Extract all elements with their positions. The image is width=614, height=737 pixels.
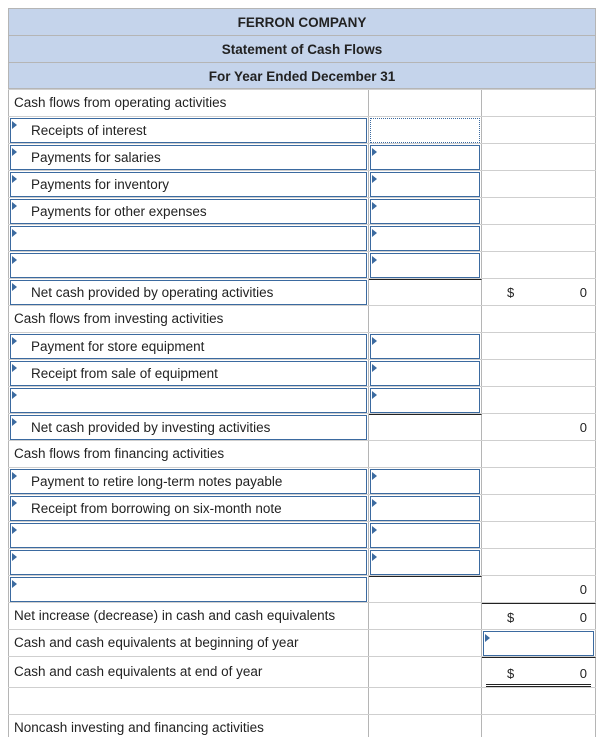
financing-item-1-amount[interactable] bbox=[370, 469, 480, 494]
statement-title: Statement of Cash Flows bbox=[8, 35, 596, 62]
dropdown-marker-icon bbox=[485, 634, 490, 642]
investing-net-row bbox=[8, 413, 596, 440]
dropdown-marker-icon bbox=[372, 337, 377, 345]
operating-item-4-label: Payments for other expenses bbox=[31, 204, 207, 219]
financing-item-4-field[interactable] bbox=[10, 550, 367, 575]
operating-item-row bbox=[8, 116, 596, 143]
financing-section-row bbox=[8, 440, 596, 467]
dropdown-marker-icon bbox=[372, 202, 377, 210]
net-increase-label: Net increase (decrease) in cash and cash equivalents bbox=[14, 608, 336, 623]
operating-item-4-amount[interactable] bbox=[370, 199, 480, 224]
operating-item-5-amount[interactable] bbox=[370, 226, 480, 251]
beginning-cash-input[interactable] bbox=[483, 631, 594, 656]
spacer-row bbox=[8, 687, 596, 714]
financing-item-4-amount[interactable] bbox=[370, 550, 480, 575]
financing-item-2-label: Receipt from borrowing on six-month note bbox=[31, 501, 282, 516]
operating-item-2-field[interactable] bbox=[10, 145, 367, 170]
dropdown-marker-icon bbox=[372, 526, 377, 534]
financing-item-1-field[interactable] bbox=[10, 469, 367, 494]
financing-item-2-amount[interactable] bbox=[370, 496, 480, 521]
operating-item-3-amount[interactable] bbox=[370, 172, 480, 197]
financing-net-field[interactable] bbox=[10, 577, 367, 602]
operating-net-value: 0 bbox=[579, 285, 587, 300]
end-cash-row bbox=[8, 656, 596, 687]
operating-item-row bbox=[8, 224, 596, 251]
investing-item-3-field[interactable] bbox=[10, 388, 367, 413]
operating-item-row bbox=[8, 170, 596, 197]
operating-net-label: Net cash provided by operating activities bbox=[31, 285, 274, 300]
investing-section-row bbox=[8, 305, 596, 332]
operating-item-1-field[interactable] bbox=[10, 118, 367, 143]
investing-item-1-field[interactable] bbox=[10, 334, 367, 359]
investing-item-2-amount[interactable] bbox=[370, 361, 480, 386]
dropdown-marker-icon bbox=[372, 499, 377, 507]
operating-section-row bbox=[8, 89, 596, 116]
investing-item-1-amount[interactable] bbox=[370, 334, 480, 359]
financing-net-row bbox=[8, 575, 596, 602]
financing-item-3-amount[interactable] bbox=[370, 523, 480, 548]
financing-item-row bbox=[8, 467, 596, 494]
dropdown-marker-icon bbox=[372, 148, 377, 156]
investing-item-row bbox=[8, 386, 596, 413]
dropdown-marker-icon bbox=[12, 580, 17, 588]
operating-item-3-field[interactable] bbox=[10, 172, 367, 197]
dropdown-marker-icon bbox=[12, 526, 17, 534]
financing-item-row bbox=[8, 521, 596, 548]
dropdown-marker-icon bbox=[12, 148, 17, 156]
investing-item-row bbox=[8, 332, 596, 359]
financing-item-3-field[interactable] bbox=[10, 523, 367, 548]
financing-item-row bbox=[8, 494, 596, 521]
dropdown-marker-icon bbox=[372, 229, 377, 237]
dropdown-marker-icon bbox=[372, 175, 377, 183]
beginning-cash-row bbox=[8, 629, 596, 656]
dropdown-marker-icon bbox=[12, 256, 17, 264]
investing-section-label: Cash flows from investing activities bbox=[14, 311, 224, 326]
dropdown-marker-icon bbox=[12, 121, 17, 129]
operating-item-row bbox=[8, 251, 596, 278]
investing-net-field[interactable] bbox=[10, 415, 367, 440]
operating-item-row bbox=[8, 197, 596, 224]
investing-net-label: Net cash provided by investing activities bbox=[31, 420, 271, 435]
dropdown-marker-icon bbox=[372, 391, 377, 399]
dropdown-marker-icon bbox=[12, 283, 17, 291]
investing-item-row bbox=[8, 359, 596, 386]
operating-item-5-field[interactable] bbox=[10, 226, 367, 251]
investing-item-2-field[interactable] bbox=[10, 361, 367, 386]
end-cash-label: Cash and cash equivalents at end of year bbox=[14, 664, 263, 679]
dropdown-marker-icon bbox=[12, 202, 17, 210]
operating-item-3-label: Payments for inventory bbox=[31, 177, 170, 192]
end-cash-value: 0 bbox=[579, 666, 587, 681]
financing-item-row bbox=[8, 548, 596, 575]
dropdown-marker-icon bbox=[12, 553, 17, 561]
investing-net-value: 0 bbox=[579, 420, 587, 435]
investing-item-3-amount[interactable] bbox=[370, 388, 480, 413]
financing-net-value: 0 bbox=[579, 582, 587, 597]
dropdown-marker-icon bbox=[372, 364, 377, 372]
dropdown-marker-icon bbox=[372, 472, 377, 480]
dropdown-marker-icon bbox=[12, 175, 17, 183]
dropdown-marker-icon bbox=[372, 256, 377, 264]
noncash-row bbox=[8, 714, 596, 736]
operating-section-label: Cash flows from operating activities bbox=[14, 95, 227, 110]
financing-section-label: Cash flows from financing activities bbox=[14, 446, 225, 461]
dropdown-marker-icon bbox=[12, 337, 17, 345]
currency-symbol: $ bbox=[507, 610, 515, 625]
company-name: FERRON COMPANY bbox=[8, 8, 596, 35]
operating-item-6-field[interactable] bbox=[10, 253, 367, 278]
dropdown-marker-icon bbox=[12, 364, 17, 372]
dropdown-marker-icon bbox=[12, 472, 17, 480]
noncash-label: Noncash investing and financing activities bbox=[14, 720, 264, 735]
operating-item-1-amount[interactable] bbox=[370, 118, 480, 143]
operating-item-1-label: Receipts of interest bbox=[31, 123, 147, 138]
operating-net-row bbox=[8, 278, 596, 305]
statement-period: For Year Ended December 31 bbox=[8, 62, 596, 89]
operating-item-2-amount[interactable] bbox=[370, 145, 480, 170]
beginning-cash-label: Cash and cash equivalents at beginning of year bbox=[14, 635, 299, 650]
currency-symbol: $ bbox=[507, 666, 515, 681]
dropdown-marker-icon bbox=[12, 418, 17, 426]
net-increase-value: 0 bbox=[579, 610, 587, 625]
operating-item-6-amount[interactable] bbox=[370, 253, 480, 278]
operating-item-2-label: Payments for salaries bbox=[31, 150, 161, 165]
financing-item-2-field[interactable] bbox=[10, 496, 367, 521]
dropdown-marker-icon bbox=[12, 229, 17, 237]
dropdown-marker-icon bbox=[12, 499, 17, 507]
operating-item-row bbox=[8, 143, 596, 170]
investing-item-1-label: Payment for store equipment bbox=[31, 339, 205, 354]
investing-item-2-label: Receipt from sale of equipment bbox=[31, 366, 218, 381]
currency-symbol: $ bbox=[507, 285, 515, 300]
dropdown-marker-icon bbox=[372, 553, 377, 561]
operating-net-field[interactable] bbox=[10, 280, 367, 305]
operating-item-4-field[interactable] bbox=[10, 199, 367, 224]
net-increase-row bbox=[8, 602, 596, 629]
dropdown-marker-icon bbox=[12, 391, 17, 399]
financing-item-1-label: Payment to retire long-term notes payable bbox=[31, 474, 283, 489]
